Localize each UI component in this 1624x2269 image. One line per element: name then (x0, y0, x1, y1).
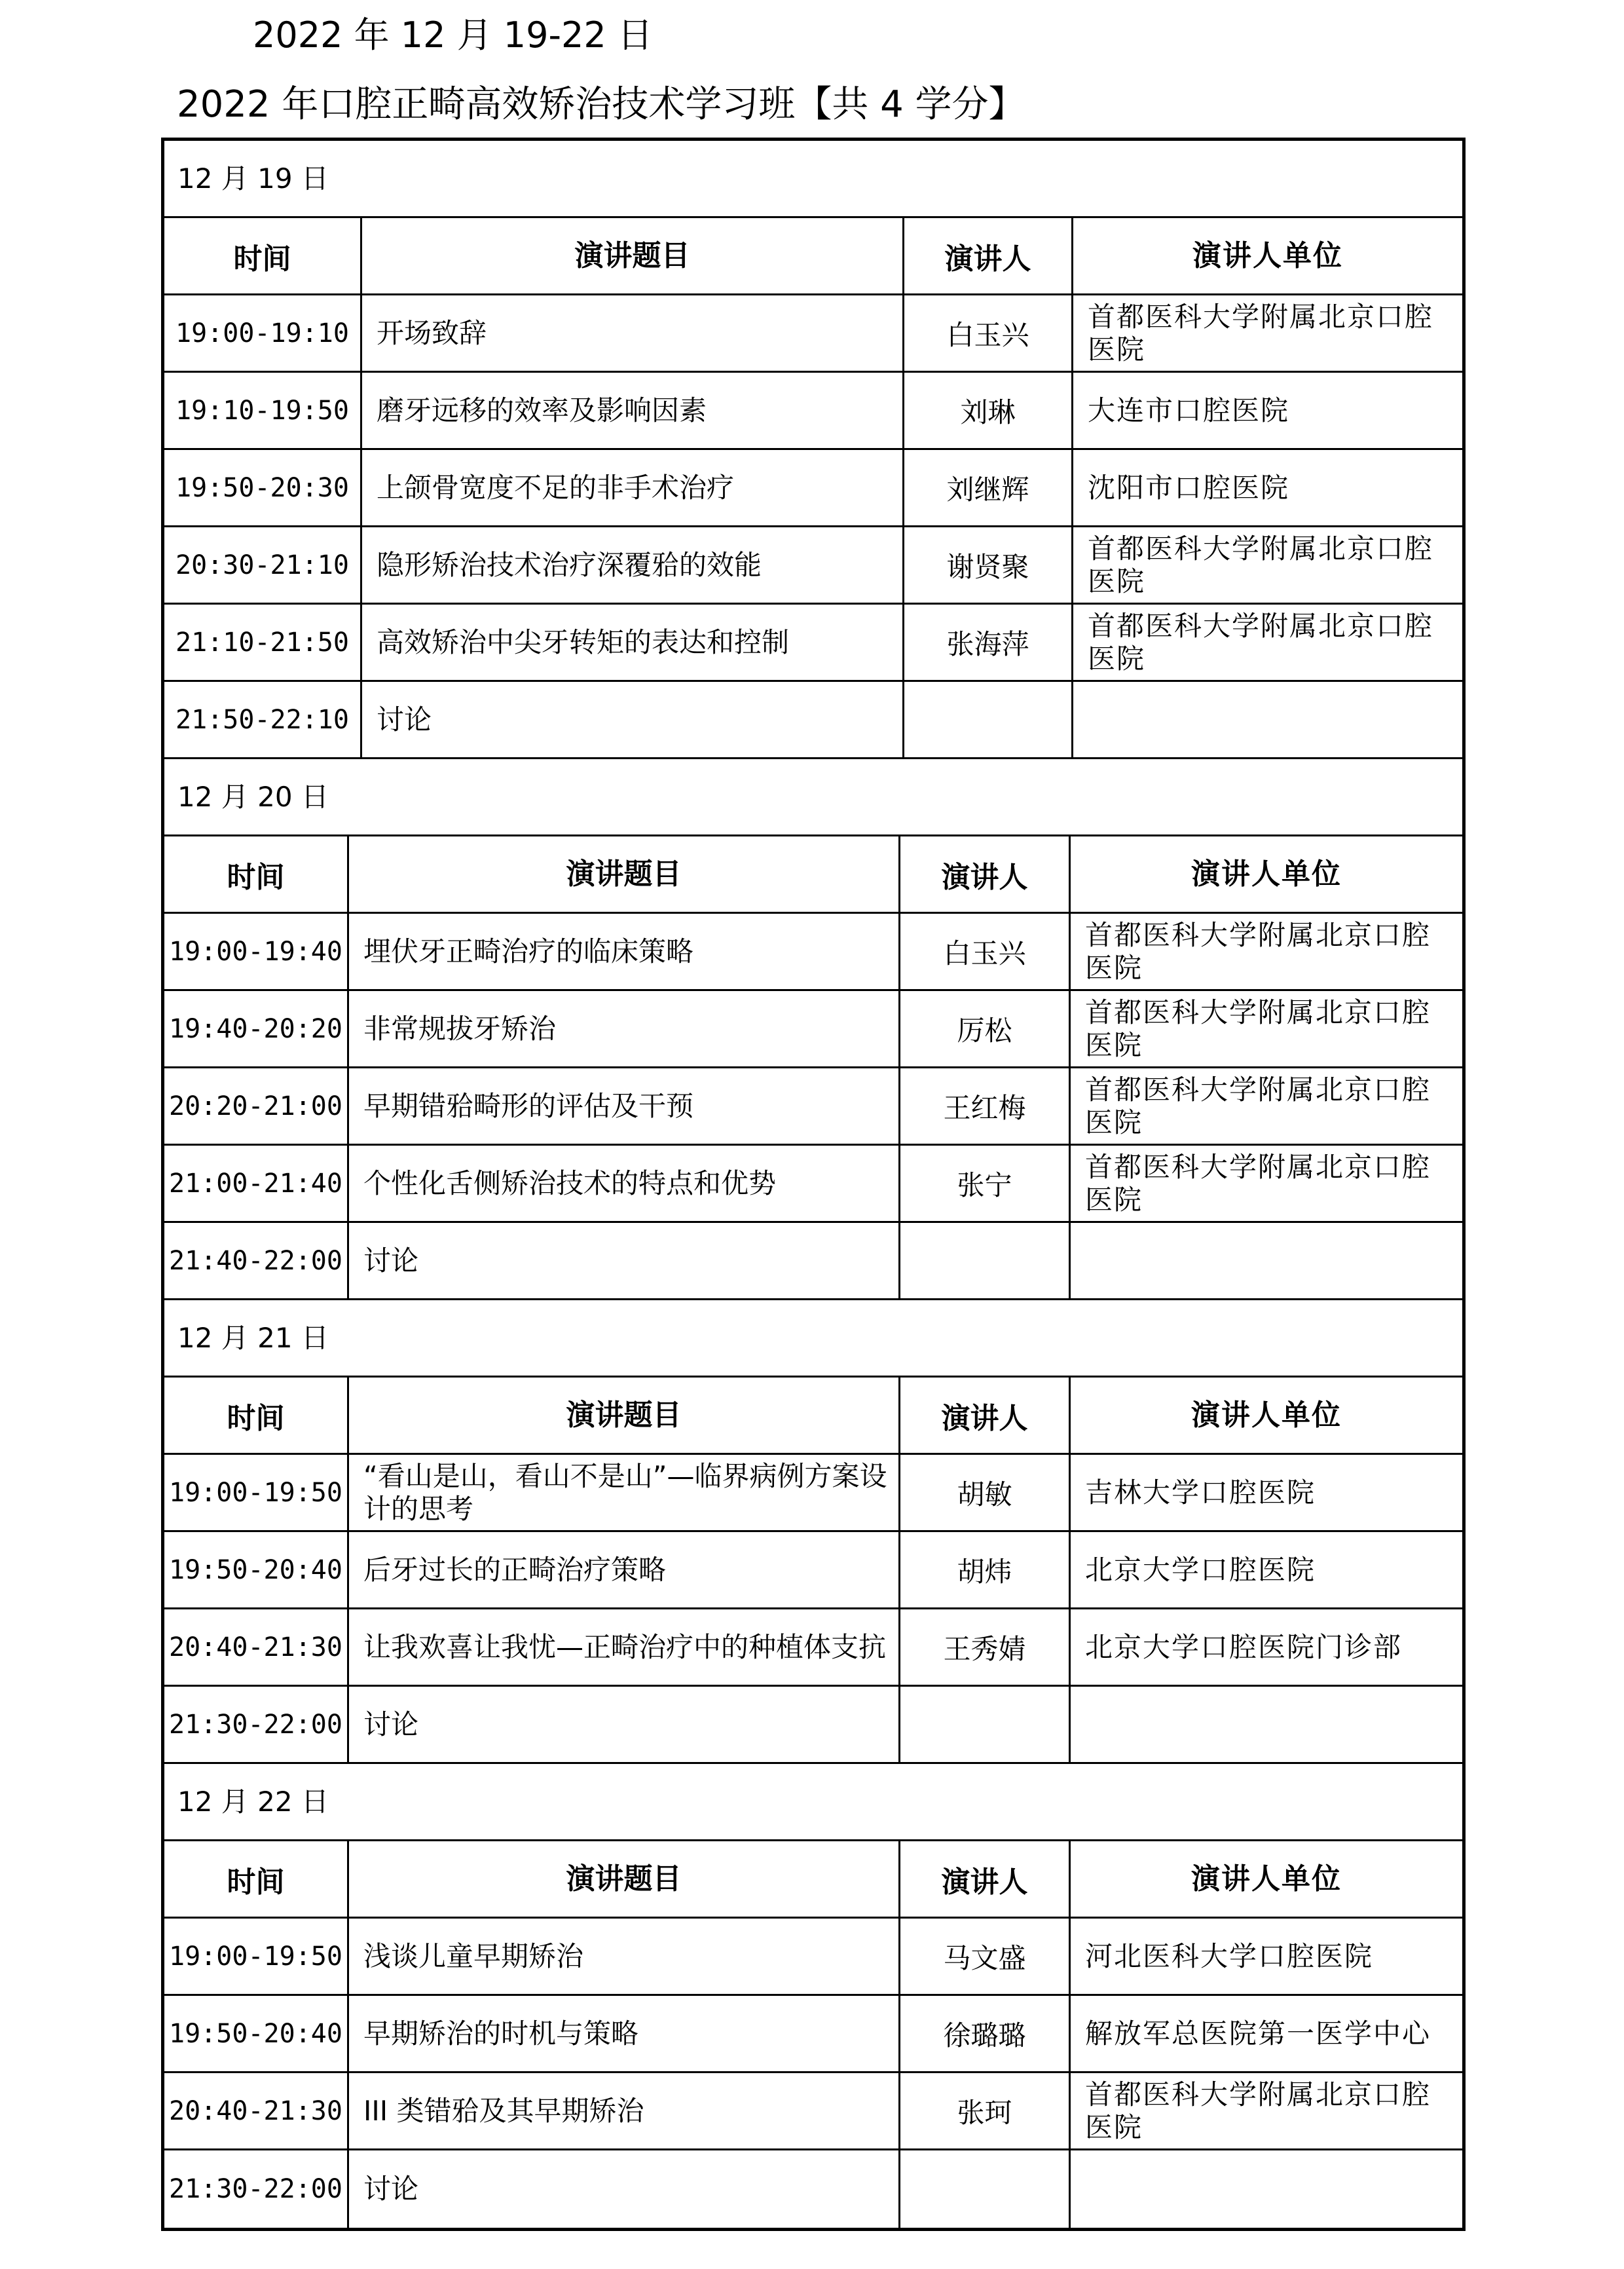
session-unit: 吉林大学口腔医院 (1085, 1476, 1316, 1509)
session-row (164, 1996, 1462, 2073)
session-speaker: 马文盛 (900, 1919, 1071, 1994)
day-header-row (164, 141, 1462, 218)
session-speaker: 张宁 (900, 1146, 1071, 1221)
column-header-topic: 演讲题目 (349, 1378, 900, 1453)
session-topic: 开场致辞 (362, 295, 904, 371)
column-header-time: 时间 (164, 218, 362, 293)
session-speaker: 张珂 (900, 2073, 1071, 2148)
session-row (164, 682, 1462, 759)
session-row (164, 1609, 1462, 1687)
day-section (164, 141, 1462, 759)
session-time: 21:00-21:40 (164, 1146, 349, 1221)
session-unit: 北京大学口腔医院门诊部 (1085, 1630, 1403, 1663)
day-section (164, 759, 1462, 1300)
session-unit: 解放军总医院第一医学中心 (1085, 2017, 1431, 2050)
column-header-speaker: 演讲人 (904, 218, 1073, 293)
day-label: 12 月 20 日 (177, 781, 329, 813)
session-time: 20:20-21:00 (164, 1068, 349, 1144)
day-header-row (164, 759, 1462, 836)
course-title: 2022 年口腔正畸高效矫治技术学习班【共 4 学分】 (177, 83, 1025, 126)
session-time: 19:50-20:40 (164, 1996, 349, 2071)
session-speaker: 王秀婧 (900, 1609, 1071, 1685)
session-time: 21:10-21:50 (164, 605, 362, 680)
session-time: 19:40-20:20 (164, 991, 349, 1066)
session-unit: 首都医科大学附属北京口腔医院 (1085, 1150, 1431, 1216)
session-speaker: 徐璐璐 (900, 1996, 1071, 2071)
session-topic: 非常规拔牙矫治 (349, 991, 900, 1066)
session-row (164, 373, 1462, 450)
column-header-speaker: 演讲人 (900, 1378, 1071, 1453)
session-row (164, 1919, 1462, 1996)
session-time: 21:40-22:00 (164, 1223, 349, 1298)
session-speaker: 胡敏 (900, 1455, 1071, 1530)
column-header-row (164, 1841, 1462, 1919)
session-row (164, 1687, 1462, 1764)
day-label: 12 月 21 日 (177, 1322, 329, 1354)
session-row (164, 914, 1462, 991)
column-header-speaker: 演讲人 (900, 1841, 1071, 1917)
column-header-topic: 演讲题目 (349, 836, 900, 912)
session-speaker (900, 2150, 1071, 2228)
day-section (164, 1764, 1462, 2228)
session-speaker (900, 1687, 1071, 1762)
column-header-topic: 演讲题目 (362, 218, 904, 293)
session-unit: 大连市口腔医院 (1088, 394, 1290, 426)
column-header-unit: 演讲人单位 (1192, 238, 1343, 272)
session-unit (1071, 1687, 1462, 1762)
session-row (164, 295, 1462, 373)
session-speaker: 白玉兴 (900, 914, 1071, 989)
session-row (164, 1455, 1462, 1532)
session-topic: 后牙过长的正畸治疗策略 (349, 1532, 900, 1607)
session-speaker (900, 1223, 1071, 1298)
session-unit: 河北医科大学口腔医院 (1085, 1940, 1374, 1972)
session-topic: 讨论 (349, 1223, 900, 1298)
session-unit: 首都医科大学附属北京口腔医院 (1088, 609, 1434, 675)
session-speaker: 王红梅 (900, 1068, 1071, 1144)
column-header-speaker: 演讲人 (900, 836, 1071, 912)
session-time: 19:50-20:40 (164, 1532, 349, 1607)
session-topic: 讨论 (349, 1687, 900, 1762)
column-header-time: 时间 (164, 836, 349, 912)
session-time: 19:00-19:10 (164, 295, 362, 371)
session-speaker: 白玉兴 (904, 295, 1073, 371)
session-row (164, 527, 1462, 605)
session-time: 20:40-21:30 (164, 2073, 349, 2148)
session-row (164, 605, 1462, 682)
session-topic: 让我欢喜让我忧—正畸治疗中的种植体支抗 (349, 1609, 900, 1685)
session-row (164, 1146, 1462, 1223)
day-header-row (164, 1300, 1462, 1378)
session-topic: 早期矫治的时机与策略 (349, 1996, 900, 2071)
session-topic: 个性化舌侧矫治技术的特点和优势 (349, 1146, 900, 1221)
schedule-date-range: 2022 年 12 月 19-22 日 (253, 14, 653, 56)
session-time: 20:30-21:10 (164, 527, 362, 603)
session-row (164, 2150, 1462, 2228)
session-row (164, 1068, 1462, 1146)
session-row (164, 1223, 1462, 1300)
session-time: 19:00-19:40 (164, 914, 349, 989)
session-topic: 高效矫治中尖牙转矩的表达和控制 (362, 605, 904, 680)
session-time: 19:00-19:50 (164, 1919, 349, 1994)
column-header-unit: 演讲人单位 (1191, 857, 1342, 891)
session-unit: 首都医科大学附属北京口腔医院 (1088, 300, 1434, 366)
session-row (164, 991, 1462, 1068)
column-header-time: 时间 (164, 1378, 349, 1453)
column-header-row (164, 218, 1462, 295)
session-topic: III 类错𬌗及其早期矫治 (349, 2073, 900, 2148)
session-topic: 早期错𬌗畸形的评估及干预 (349, 1068, 900, 1144)
session-time: 21:50-22:10 (164, 682, 362, 757)
session-time: 19:50-20:30 (164, 450, 362, 525)
day-label: 12 月 19 日 (177, 162, 329, 195)
column-header-row (164, 1378, 1462, 1455)
day-header-row (164, 1764, 1462, 1841)
session-unit: 北京大学口腔医院 (1085, 1553, 1316, 1586)
session-unit: 首都医科大学附属北京口腔医院 (1085, 1073, 1431, 1138)
session-row (164, 2073, 1462, 2150)
session-time: 21:30-22:00 (164, 1687, 349, 1762)
session-topic: 浅谈儿童早期矫治 (349, 1919, 900, 1994)
session-time: 21:30-22:00 (164, 2150, 349, 2228)
session-unit: 首都医科大学附属北京口腔医院 (1085, 2078, 1431, 2143)
session-time: 19:10-19:50 (164, 373, 362, 448)
session-unit (1073, 682, 1462, 757)
session-speaker: 刘琳 (904, 373, 1073, 448)
column-header-row (164, 836, 1462, 914)
session-unit (1071, 1223, 1462, 1298)
column-header-unit: 演讲人单位 (1191, 1862, 1342, 1896)
column-header-unit: 演讲人单位 (1191, 1398, 1342, 1432)
day-label: 12 月 22 日 (177, 1786, 329, 1818)
session-time: 19:00-19:50 (164, 1455, 349, 1530)
session-topic: 讨论 (349, 2150, 900, 2228)
session-topic: 上颌骨宽度不足的非手术治疗 (362, 450, 904, 525)
session-time: 20:40-21:30 (164, 1609, 349, 1685)
session-speaker: 谢贤聚 (904, 527, 1073, 603)
schedule-table (161, 138, 1466, 2231)
session-unit (1071, 2150, 1462, 2228)
session-unit: 首都医科大学附属北京口腔医院 (1085, 996, 1431, 1061)
day-section (164, 1300, 1462, 1764)
session-row (164, 1532, 1462, 1609)
session-topic: 磨牙远移的效率及影响因素 (362, 373, 904, 448)
session-speaker: 刘继辉 (904, 450, 1073, 525)
session-topic: “看山是山，看山不是山”—临界病例方案设计的思考 (349, 1455, 900, 1530)
column-header-topic: 演讲题目 (349, 1841, 900, 1917)
session-row (164, 450, 1462, 527)
session-speaker: 张海萍 (904, 605, 1073, 680)
session-unit: 首都医科大学附属北京口腔医院 (1088, 532, 1434, 597)
session-unit: 首都医科大学附属北京口腔医院 (1085, 918, 1431, 984)
session-topic: 讨论 (362, 682, 904, 757)
session-unit: 沈阳市口腔医院 (1088, 471, 1290, 504)
column-header-time: 时间 (164, 1841, 349, 1917)
session-speaker (904, 682, 1073, 757)
session-speaker: 厉松 (900, 991, 1071, 1066)
session-speaker: 胡炜 (900, 1532, 1071, 1607)
session-topic: 埋伏牙正畸治疗的临床策略 (349, 914, 900, 989)
session-topic: 隐形矫治技术治疗深覆𬌗的效能 (362, 527, 904, 603)
